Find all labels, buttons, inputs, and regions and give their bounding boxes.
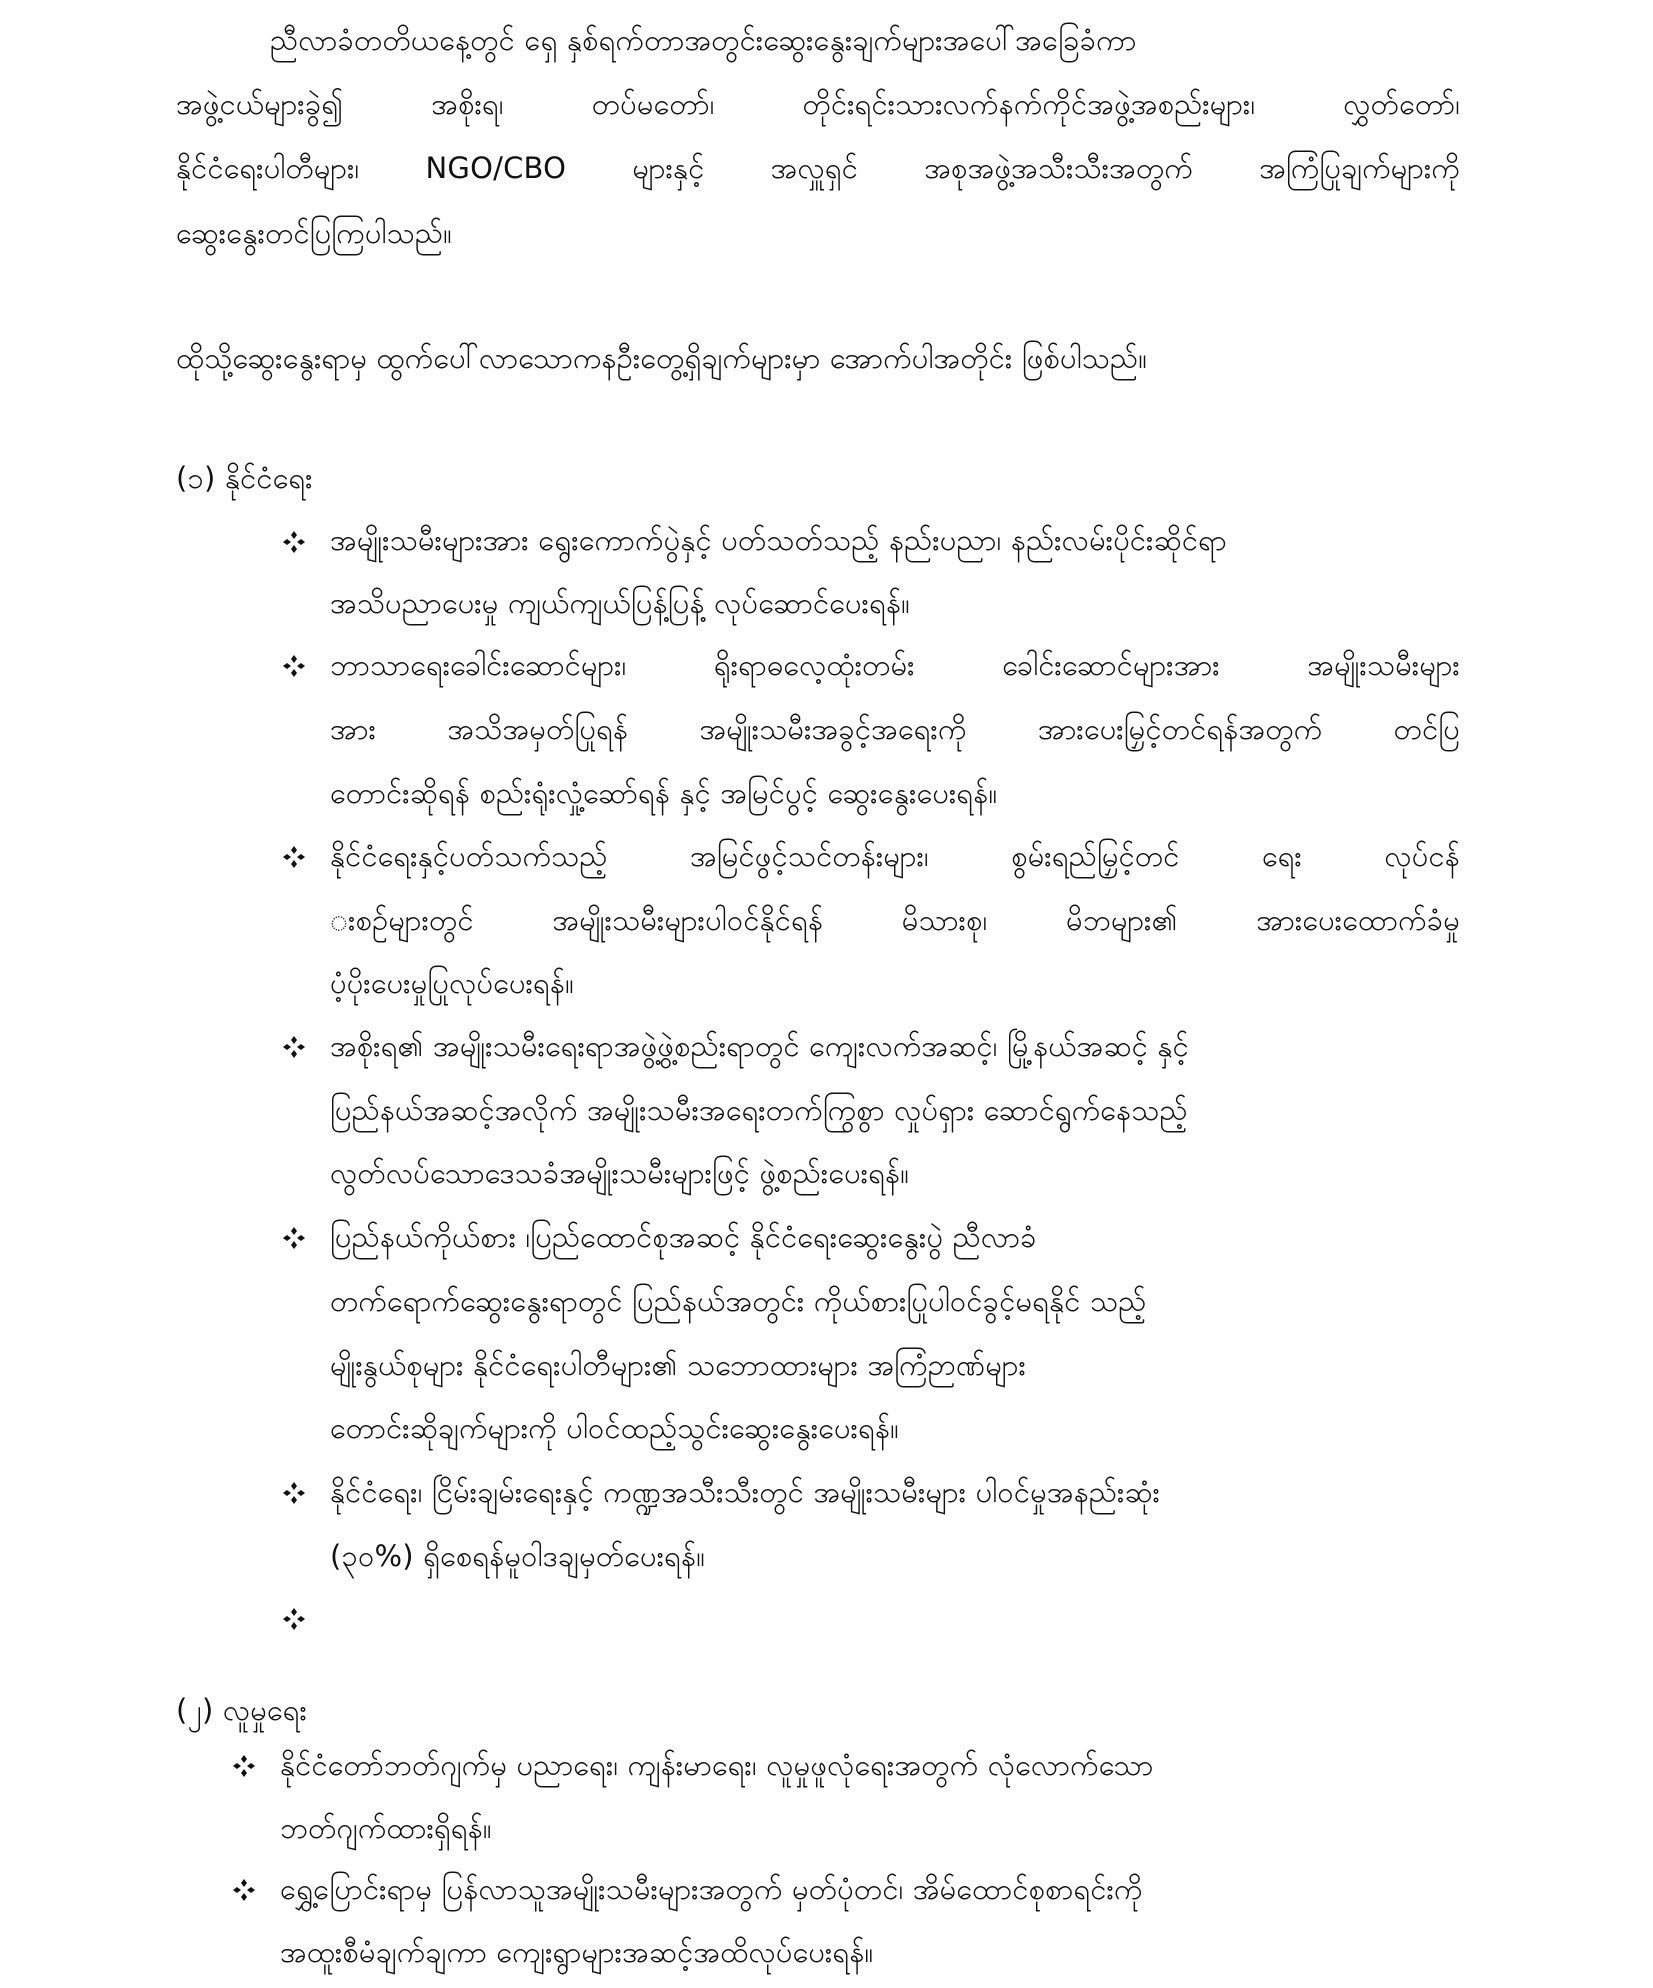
- s1-bullet-3-line-1: နိုင်ငံရေးနှင့်ပတ်သက်သည့် အမြင်ဖွင့်သင်တန်းများ၊ စွမ်းရည်မြှင့်တင် ရေး လုပ်ငန်: [330, 839, 1460, 873]
- s2-bullet-1-line-2: ဘတ်ဂျက်ထားရှိရန်။: [280, 1811, 492, 1845]
- s1-bullet-5-line-2: တက်ရောက်ဆွေးနွေးရာတွင် ပြည်နယ်အတွင်း ကိုယ်စားပြုပါဝင်ခွင့်မရနိုင် သည့်: [330, 1284, 1147, 1318]
- intro-line-2: အဖွဲ့ငယ်များခွဲ၍ အစိုးရ၊ တပ်မတော်၊ တိုင်းရင်းသားလက်နက်ကိုင်အဖွဲ့အစည်းများ၊ လွှတ်တော်၊: [176, 87, 1460, 121]
- intro-line-1: ညီလာခံတတိယနေ့တွင် ရှေ နှစ်ရက်တာအတွင်းဆွေးနွေးချက်များအပေါ်အခြေခံကာ: [270, 23, 1137, 57]
- s1-bullet-3-line-3: ပံ့ပိုးပေးမှုပြုလုပ်ပေးရန်။: [330, 966, 575, 1000]
- four-diamond-bullet-icon: [282, 1035, 306, 1059]
- s1-bullet-1-line-2: အသိပညာပေးမှု ကျယ်ကျယ်ပြန့်ပြန့် လုပ်ဆောင်ပေးရန်။: [330, 586, 911, 620]
- s1-bullet-2-line-2: အား အသိအမှတ်ပြုရန် အမျိုးသမီးအခွင့်အရေးကို အားပေးမြှင့်တင်ရန်အတွက် တင်ပြ: [330, 712, 1460, 746]
- intro-line-3: နိုင်ငံရေးပါတီများ၊ NGO/CBO များနှင့် အလှူရှင် အစုအဖွဲ့အသီးသီးအတွက် အကြံပြုချက်များကို: [176, 151, 1460, 185]
- s1-bullet-4-line-2: ပြည်နယ်အဆင့်အလိုက် အမျိုးသမီးအရေးတက်ကြွစွာ လှုပ်ရှား ဆောင်ရွက်နေသည့်: [330, 1093, 1188, 1127]
- summary-line: ထိုသို့ဆွေးနွေးရာမှ ထွက်ပေါ်လာသောကနဦးတွေ့ရှိချက်များမှာ အောက်ပါအတိုင်း ဖြစ်ပါသည်။: [176, 341, 1148, 375]
- s1-bullet-2-line-3: တောင်းဆိုရန် စည်းရုံးလှုံ့ဆော်ရန် နှင့် အမြင်ပွင့် ဆွေးနွေးပေးရန်။: [330, 776, 998, 810]
- four-diamond-bullet-icon: [282, 654, 306, 678]
- section-2-heading: (၂) လူမှုရေး: [176, 1693, 308, 1727]
- s1-bullet-5-line-3: မျိုးနွယ်စုများ နိုင်ငံရေးပါတီများ၏ သဘောထားများ အကြံဉာဏ်များ: [330, 1348, 1027, 1382]
- four-diamond-bullet-icon: [282, 1226, 306, 1250]
- s1-bullet-1-line-1: အမျိုးသမီးများအား ရွေးကောက်ပွဲနှင့် ပတ်သတ်သည့် နည်းပညာ၊ နည်းလမ်းပိုင်းဆိုင်ရာ: [330, 523, 1227, 557]
- four-diamond-bullet-icon: [282, 845, 306, 869]
- s1-bullet-3-line-2: းစဉ်များတွင် အမျိုးသမီးများပါဝင်နိုင်ရန် မိသားစု၊ မိဘများ၏ အားပေးထောက်ခံမှု: [330, 903, 1460, 937]
- s2-bullet-2-line-1: ရွှေ့ပြောင်းရာမှ ပြန်လာသူအမျိုးသမီးများအတွက် မှတ်ပုံတင်၊ အိမ်ထောင်စုစာရင်းကို: [280, 1872, 1143, 1906]
- s1-bullet-5-line-1: ပြည်နယ်ကိုယ်စား ၊ပြည်ထောင်စုအဆင့် နိုင်ငံရေးဆွေးနွေးပွဲ ညီလာခံ: [330, 1220, 1037, 1254]
- s1-bullet-2-line-1: ဘာသာရေးခေါင်းဆောင်များ၊ ရိုးရာဓလေ့ထုံးတမ်း ခေါင်းဆောင်များအား အမျိုးသမီးများ: [330, 648, 1460, 682]
- four-diamond-bullet-icon: [232, 1754, 256, 1778]
- intro-line-4: ဆွေးနွေးတင်ပြကြပါသည်။: [176, 216, 453, 250]
- four-diamond-bullet-icon: [282, 1607, 306, 1631]
- four-diamond-bullet-icon: [282, 1481, 306, 1505]
- s1-bullet-4-line-1: အစိုးရ၏ အမျိုးသမီးရေးရာအဖွဲ့ဖွဲ့စည်းရာတွင် ကျေးလက်အဆင့်၊ မြို့နယ်အဆင့် နှင့်: [330, 1029, 1189, 1063]
- s1-bullet-6-line-1: နိုင်ငံရေး၊ ငြိမ်းချမ်းရေးနှင့် ကဏ္ဍအသီးသီးတွင် အမျိုးသမီးများ ပါဝင်မှုအနည်းဆုံး: [330, 1475, 1161, 1509]
- four-diamond-bullet-icon: [232, 1878, 256, 1902]
- s2-bullet-1-line-1: နိုင်ငံတော်ဘတ်ဂျက်မှ ပညာရေး၊ ကျန်းမာရေး၊ လူမှုဖူလုံရေးအတွက် လုံလောက်သော: [280, 1748, 1154, 1782]
- section-1-heading: (၁) နိုင်ငံရေး: [176, 461, 313, 495]
- s1-bullet-6-line-2: (၃၀%) ရှိစေရန်မူဝါဒချမှတ်ပေးရန်။: [330, 1539, 706, 1573]
- s1-bullet-5-line-4: တောင်းဆိုချက်များကို ပါဝင်ထည့်သွင်းဆွေးနွေးပေးရန်။: [330, 1411, 900, 1445]
- s2-bullet-2-line-2: အထူးစီမံချက်ချကာ ကျေးရွာများအဆင့်အထိလုပ်ပေးရန်။: [280, 1935, 874, 1969]
- four-diamond-bullet-icon: [282, 530, 306, 554]
- s1-bullet-4-line-3: လွတ်လပ်သောဒေသခံအမျိုးသမီးများဖြင့် ဖွဲ့စည်းပေးရန်။: [330, 1156, 910, 1190]
